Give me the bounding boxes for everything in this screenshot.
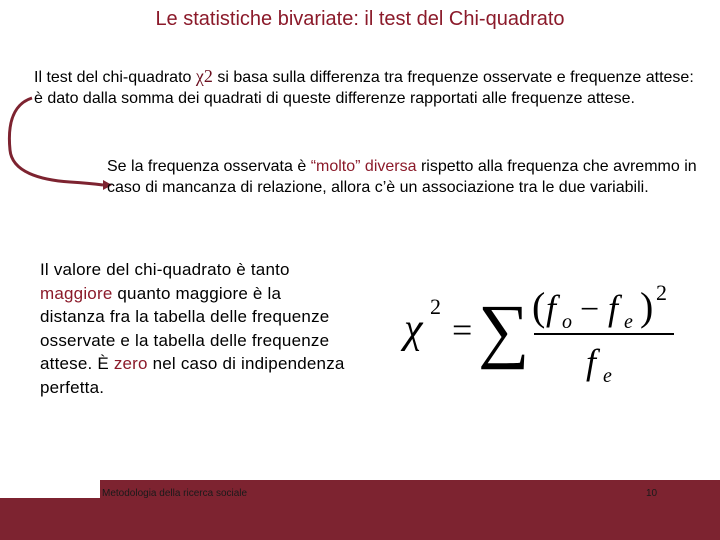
intro-text-after: si basa sulla differenza tra frequenze osservate e frequenze attese: è dato dalla somma dei quadrati di queste differenze rapportati alle frequenze attese. — [34, 69, 694, 107]
formula-equals: = — [452, 310, 473, 350]
footer-white-strip — [0, 480, 100, 498]
relation-text-before: Se la frequenza osservata è — [107, 158, 311, 175]
formula-sub-e-denominator: e — [603, 365, 612, 387]
relation-text-after: rispetto alla frequenza che avremmo in caso di mancanza di relazione, allora c’è un associazione tra le due variabili. — [107, 158, 697, 196]
formula-lparen: ( — [532, 284, 546, 329]
chi-square-symbol: χ2 — [195, 66, 213, 86]
formula-sub-o: o — [562, 311, 572, 333]
formula-sub-e: e — [624, 311, 633, 333]
value-text-2: quanto maggiore è la distanza fra la tabella delle frequenze osservate e la tabella delle frequenze attese. È — [40, 283, 330, 373]
formula-chi-exponent: 2 — [430, 294, 441, 319]
relation-highlight: “molto” diversa — [310, 158, 417, 175]
value-text-1: Il valore del chi-quadrato è tanto — [40, 260, 290, 279]
chi-square-formula — [400, 278, 690, 388]
formula-f-observed: f — [546, 288, 557, 328]
formula-f-expected: f — [608, 288, 619, 328]
intro-paragraph — [34, 66, 704, 109]
value-highlight-maggiore: maggiore — [40, 283, 113, 303]
formula-rparen: ) — [640, 284, 654, 329]
formula-chi: χ — [404, 306, 423, 352]
value-highlight-zero: zero — [113, 354, 148, 373]
intro-text-before: Il test del chi-quadrato — [34, 69, 196, 86]
value-text-3: nel caso di indipendenza perfetta. — [40, 354, 345, 397]
formula-f-denominator: f — [586, 342, 597, 382]
page-number: 10 — [646, 488, 658, 499]
footer-course-name: Metodologia della ricerca sociale — [102, 488, 248, 499]
formula-minus: − — [580, 291, 600, 328]
value-paragraph — [40, 258, 350, 399]
slide-title: Le statistiche bivariate: il test del Chi-quadrato — [155, 8, 565, 30]
relation-paragraph — [107, 156, 707, 198]
formula-sum: ∑ — [478, 290, 530, 370]
formula-num-exponent: 2 — [656, 280, 667, 305]
